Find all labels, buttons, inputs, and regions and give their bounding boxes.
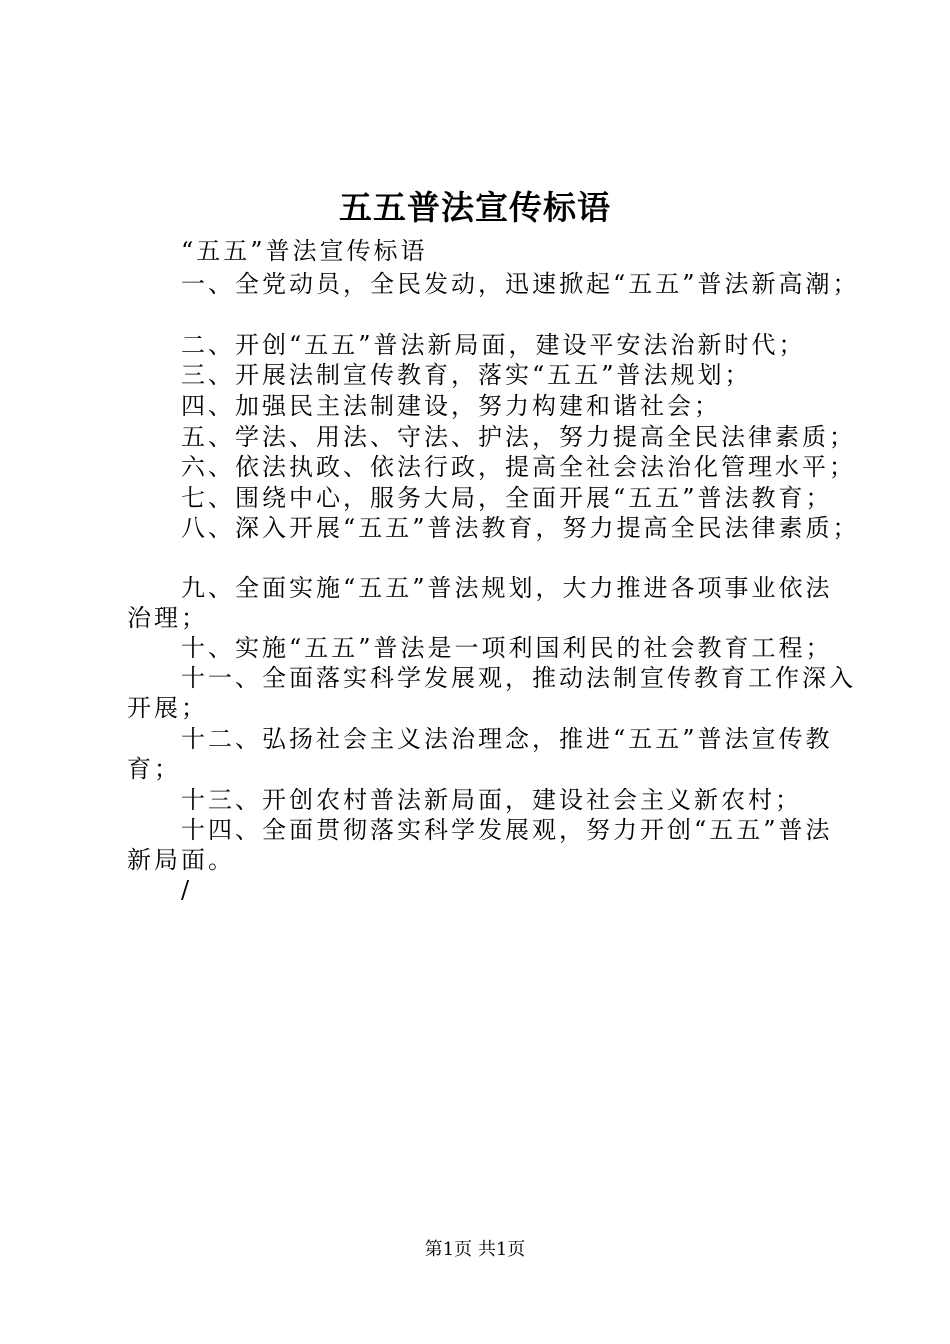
slogan-11: 十一、全面落实科学发展观，推动法制宣传教育工作深入	[181, 664, 856, 692]
slogan-12-cont: 育；	[127, 755, 181, 783]
slogan-14-cont: 新局面。	[127, 846, 235, 874]
slogan-3: 三、开展法制宣传教育，落实“五五”普法规划；	[181, 361, 752, 389]
slogan-11-cont: 开展；	[127, 694, 208, 722]
slogan-12: 十二、弘扬社会主义法治理念，推进“五五”普法宣传教	[181, 725, 833, 753]
slogan-7: 七、围绕中心，服务大局，全面开展“五五”普法教育；	[181, 484, 833, 512]
trailing-slash: /	[181, 876, 193, 904]
slogan-2: 二、开创“五五”普法新局面，建设平安法治新时代；	[181, 331, 806, 359]
slogan-1: 一、全党动员，全民发动，迅速掀起“五五”普法新高潮；	[181, 270, 860, 298]
slogan-9-cont: 治理；	[127, 604, 208, 632]
page-number-footer: 第1页 共1页	[424, 1239, 526, 1260]
slogan-9: 九、全面实施“五五”普法规划，大力推进各项事业依法	[181, 574, 833, 602]
slogan-13: 十三、开创农村普法新局面，建设社会主义新农村；	[181, 786, 802, 814]
slogan-14: 十四、全面贯彻落实科学发展观，努力开创“五五”普法	[181, 816, 833, 844]
slogan-10: 十、实施“五五”普法是一项利国利民的社会教育工程；	[181, 634, 833, 662]
subtitle-line: “五五”普法宣传标语	[181, 237, 428, 265]
slogan-6: 六、依法执政、依法行政，提高全社会法治化管理水平；	[181, 453, 856, 481]
slogan-5: 五、学法、用法、守法、护法，努力提高全民法律素质；	[181, 423, 856, 451]
document-title: 五五普法宣传标语	[339, 188, 611, 227]
slogan-8: 八、深入开展“五五”普法教育，努力提高全民法律素质；	[181, 514, 860, 542]
slogan-4: 四、加强民主法制建设，努力构建和谐社会；	[181, 392, 721, 420]
